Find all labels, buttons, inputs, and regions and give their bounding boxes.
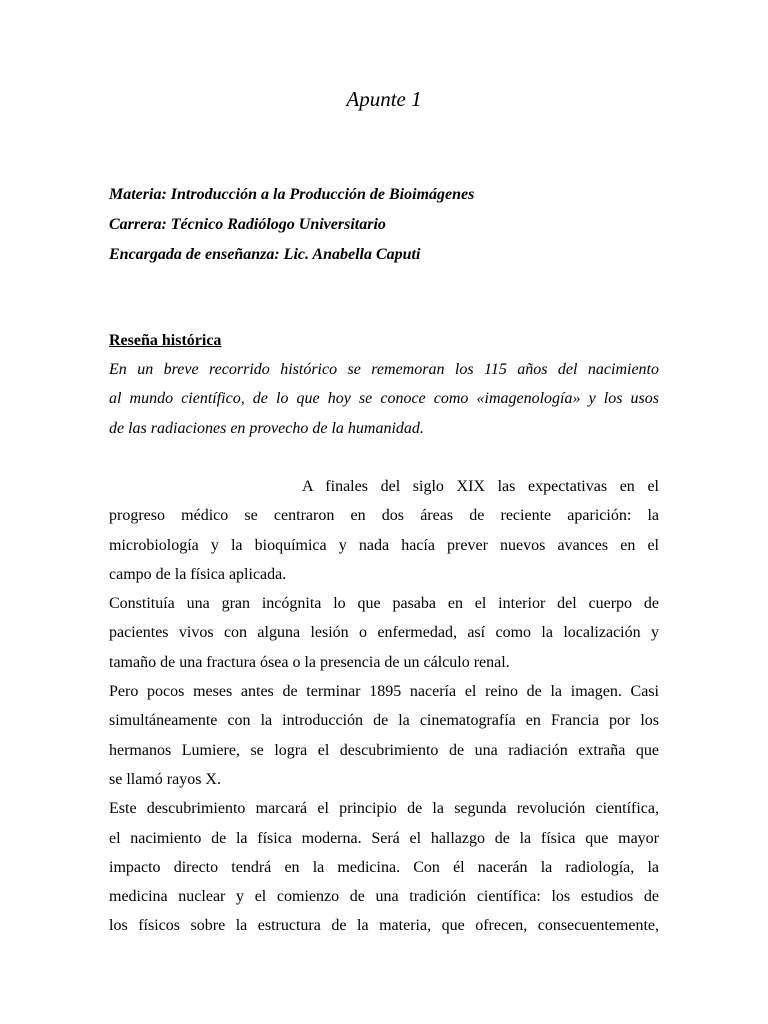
abstract-line: En un breve recorrido histórico se rememoran los 115 años del nacimiento [109,361,659,378]
career-line: Carrera: Técnico Radiólogo Universitario [109,216,386,233]
instructor-line: Encargada de enseñanza: Lic. Anabella Caputi [109,246,421,263]
body-line: pacientes vivos con alguna lesión o enfermedad, así como la localización y [109,624,659,642]
abstract-line: de las radiaciones en provecho de la humanidad. [109,419,424,437]
section-heading: Reseña histórica [109,332,222,349]
body-line: se llamó rayos X. [109,770,221,788]
body-line: A finales del siglo XIX las expectativas en el [302,478,659,495]
body-line: medicina nuclear y el comienzo de una tradición científica: los estudios de [109,888,659,906]
body-line: impacto directo tendrá en la medicina. Con él nacerán la radiología, la [109,858,659,876]
body-line: Pero pocos meses antes de terminar 1895 nacería el reino de la imagen. Casi [109,683,659,701]
body-line: hermanos Lumiere, se logra el descubrimiento de una radiación extraña que [109,741,659,759]
body-line: el nacimiento de la física moderna. Será el hallazgo de la física que mayor [109,829,659,847]
body-line: Este descubrimiento marcará el principio de la segunda revolución científica, [109,800,659,818]
body-line: microbiología y la bioquímica y nada hacía prever nuevos avances en el [109,536,659,554]
body-line: simultáneamente con la introducción de la cinematografía en Francia por los [109,712,659,730]
abstract-line: al mundo científico, de lo que hoy se conoce como «imagenología» y los usos [109,390,659,408]
body-line: campo de la física aplicada. [109,565,287,583]
body-text [109,472,659,941]
historical-review-section [109,326,659,443]
course-info [109,180,669,270]
body-line: los físicos sobre la estructura de la materia, que ofrecen, consecuentemente, [109,917,659,935]
document-title: Apunte 1 [346,87,422,111]
body-line: tamaño de una fractura ósea o la presencia de un cálculo renal. [109,653,510,671]
subject-line: Materia: Introducción a la Producción de Bioimágenes [109,186,475,203]
body-line: progreso médico se centraron en dos áreas de reciente aparición: la [109,507,659,525]
body-line: Constituía una gran incógnita lo que pasaba en el interior del cuerpo de [109,595,659,613]
